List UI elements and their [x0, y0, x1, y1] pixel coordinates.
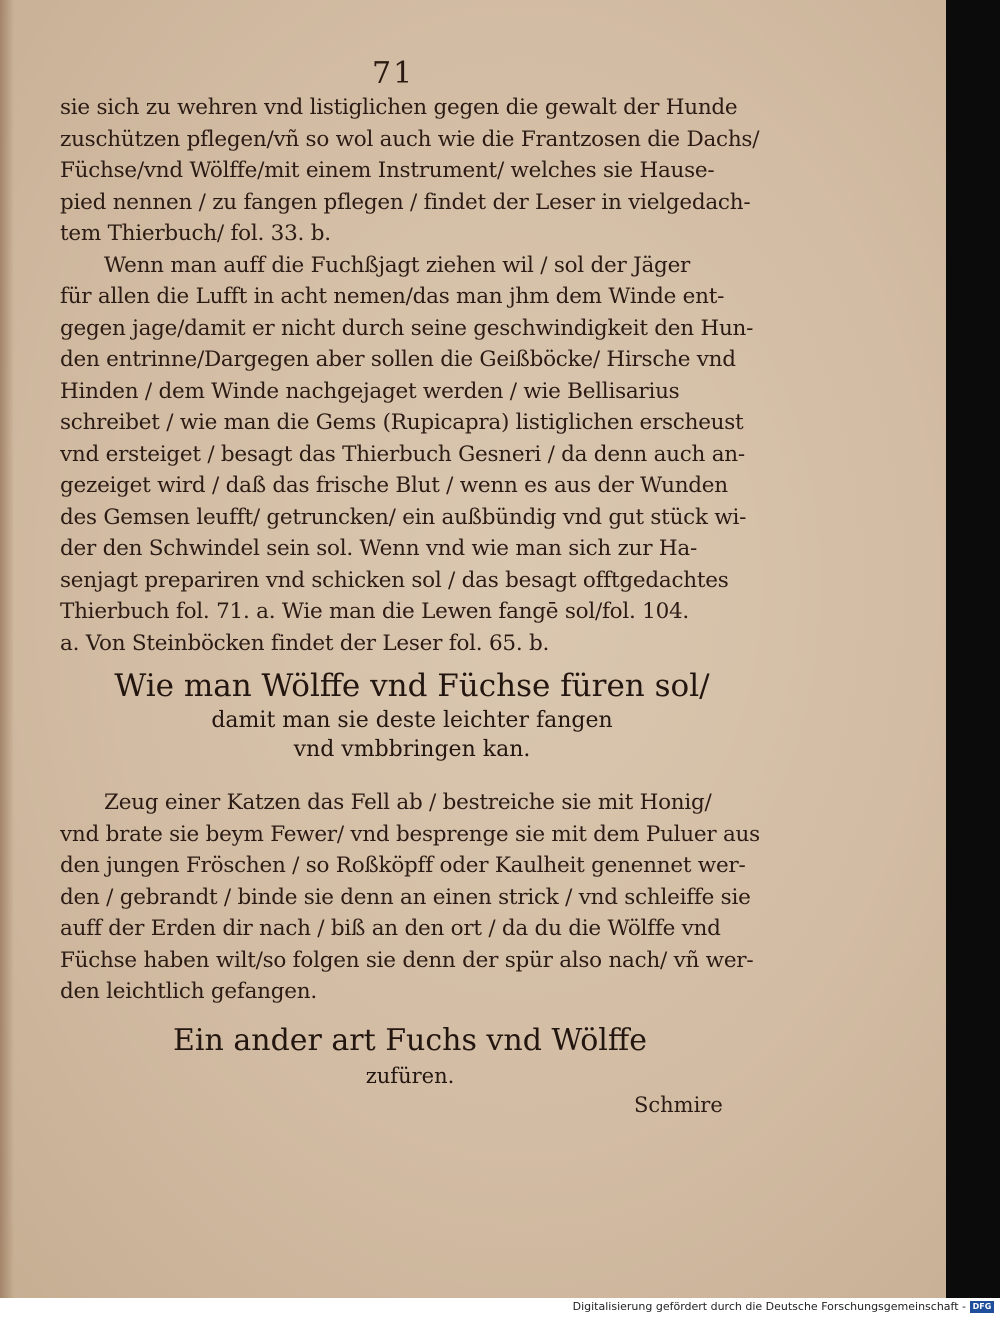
text-line: den entrinne/Dargegen aber sollen die Geißböcke/ Hirsche vnd: [60, 347, 736, 372]
text-line: Thierbuch fol. 71. a. Wie man die Lewen fangē sol/fol. 104.: [60, 599, 690, 624]
heading-line: Ein ander art Fuchs vnd Wölffe: [173, 1023, 647, 1058]
text-line: den leichtlich gefangen.: [60, 979, 317, 1004]
text-line: gegen jage/damit er nicht durch seine geschwindigkeit den Hun-: [60, 315, 754, 341]
section-heading-2: [130, 1020, 690, 1090]
text-line: a. Von Steinböcken findet der Leser fol. 65. b.: [60, 630, 550, 656]
text-line: zuschützen pflegen/vñ so wol auch wie die Frantzosen die Dachs/: [60, 126, 760, 152]
text-line: gezeiget wird / daß das frische Blut / wenn es aus der Wunden: [60, 473, 728, 498]
catchword: Schmire: [634, 1093, 723, 1117]
text-line: senjagt prepariren vnd schicken sol / das besagt offtgedachtes: [60, 567, 729, 593]
paragraph-1: [60, 92, 760, 659]
heading-line: vnd vmbbringen kan.: [293, 737, 531, 762]
text-line: vnd ersteiget / besagt das Thierbuch Gesneri / da denn auch an-: [60, 441, 745, 467]
text-line: Wenn man auff die Fuchßjagt ziehen wil / sol der Jäger: [104, 252, 691, 278]
section-heading-1: [82, 666, 742, 764]
heading-line: zufüren.: [365, 1064, 455, 1088]
heading-line: Wie man Wölffe vnd Füchse füren sol/: [114, 668, 710, 704]
text-line: des Gemsen leufft/ getruncken/ ein außbündig vnd gut stück wi-: [60, 504, 747, 530]
text-line: pied nennen / zu fangen pflegen / findet der Leser in vielgedach-: [60, 189, 751, 215]
text-line: Füchse/vnd Wölffe/mit einem Instrument/ welches sie Hause-: [60, 158, 715, 183]
text-line: tem Thierbuch/ fol. 33. b.: [60, 221, 331, 246]
text-line: Füchse haben wilt/so folgen sie denn der spür also nach/ vñ wer-: [60, 947, 754, 973]
text-line: der den Schwindel sein sol. Wenn vnd wie man sich zur Ha-: [60, 536, 697, 561]
heading-line: damit man sie deste leichter fangen: [211, 708, 613, 733]
text-line: schreibet / wie man die Gems (Rupicapra) listiglichen erscheust: [60, 410, 744, 435]
text-line: Hinden / dem Winde nachgejaget werden / wie Bellisarius: [60, 378, 680, 404]
dfg-logo: DFG: [970, 1301, 994, 1313]
digitization-footer: [0, 1298, 1000, 1317]
page-binding-edge: [0, 0, 14, 1298]
page-number: 71: [372, 56, 415, 91]
funding-credit: Digitalisierung gefördert durch die Deutsche Forschungsgemeinschaft -: [572, 1300, 966, 1313]
text-line: für allen die Lufft in acht nemen/das man jhm dem Winde ent-: [60, 284, 725, 309]
text-line: vnd brate sie beym Fewer/ vnd besprenge sie mit dem Puluer aus: [60, 821, 760, 847]
text-line: den / gebrandt / binde sie denn an einen strick / vnd schleiffe sie: [60, 884, 751, 910]
text-line: sie sich zu wehren vnd listiglichen gegen die gewalt der Hunde: [60, 95, 738, 120]
text-line: Zeug einer Katzen das Fell ab / bestreiche sie mit Honig/: [104, 790, 712, 815]
text-line: auff der Erden dir nach / biß an den ort / da du die Wölffe vnd: [60, 916, 721, 941]
paragraph-2: [60, 787, 760, 1008]
text-line: den jungen Fröschen / so Roßköpff oder Kaulheit genennet wer-: [60, 853, 746, 878]
